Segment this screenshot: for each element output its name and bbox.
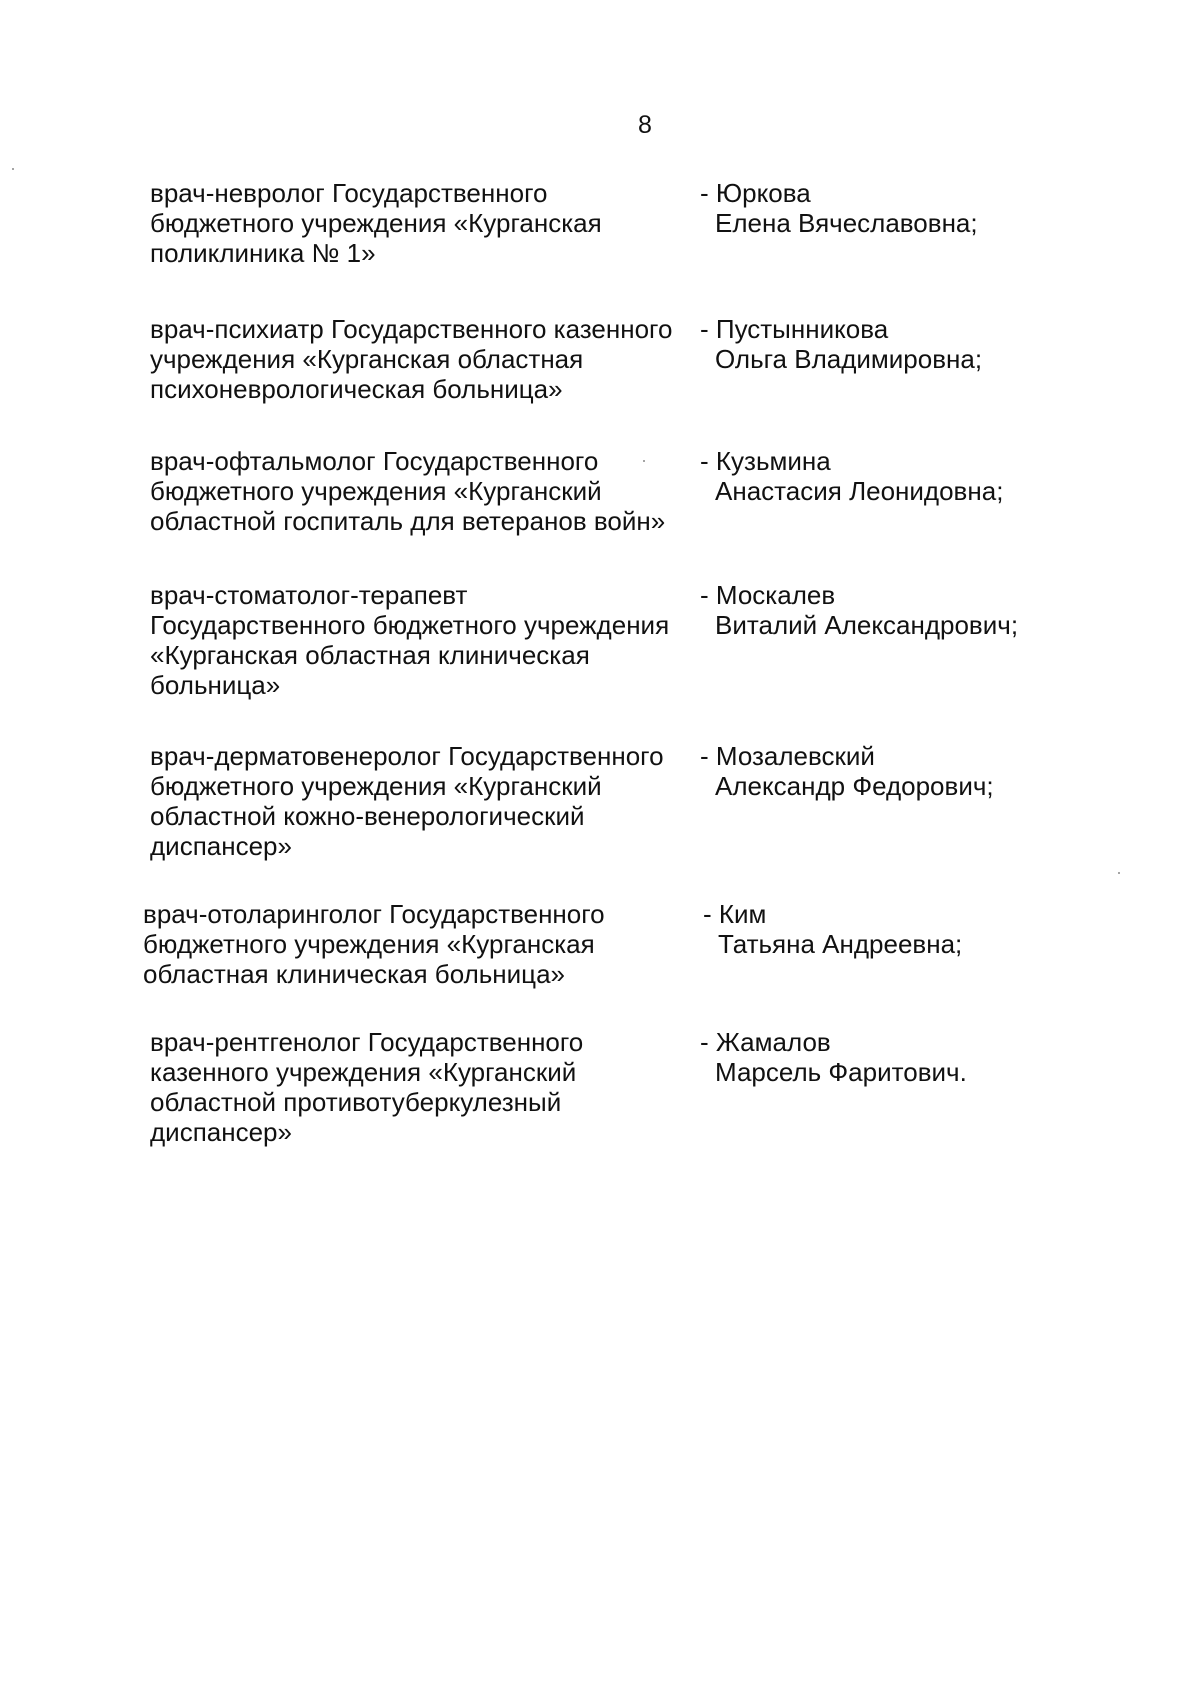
- given-names: Татьяна Андреевна;: [718, 929, 963, 959]
- position-line: бюджетного учреждения «Курганский: [150, 476, 602, 506]
- surname: - Кузьмина: [700, 446, 831, 476]
- position-line: казенного учреждения «Курганский: [150, 1057, 577, 1087]
- position-description: [143, 899, 693, 989]
- position-description: [150, 314, 700, 404]
- position-description: [150, 178, 700, 268]
- position-line: врач-дерматовенеролог Государственного: [150, 741, 664, 771]
- given-names: Виталий Александрович;: [715, 610, 1019, 640]
- surname: - Жамалов: [700, 1027, 831, 1057]
- surname: - Ким: [703, 899, 767, 929]
- position-line: врач-невролог Государственного: [150, 178, 548, 208]
- position-description: [150, 741, 700, 861]
- page-number: 8: [638, 111, 652, 139]
- person-name: [700, 741, 1060, 801]
- person-name: [703, 899, 1063, 959]
- person-name: [700, 446, 1060, 506]
- position-line: бюджетного учреждения «Курганский: [150, 771, 602, 801]
- given-names: Ольга Владимировна;: [715, 344, 983, 374]
- scan-speck: [643, 460, 645, 462]
- position-line: диспансер»: [150, 831, 292, 861]
- position-line: диспансер»: [150, 1117, 292, 1147]
- given-names: Елена Вячеславовна;: [715, 208, 978, 238]
- position-description: [150, 1027, 700, 1147]
- surname: - Мозалевский: [700, 741, 875, 771]
- scan-speck: [12, 168, 14, 170]
- position-description: [150, 446, 700, 536]
- position-line: врач-отоларинголог Государственного: [143, 899, 605, 929]
- surname: - Юркова: [700, 178, 811, 208]
- position-line: психоневрологическая больница»: [150, 374, 563, 404]
- person-name: [700, 314, 1060, 374]
- given-names: Анастасия Леонидовна;: [715, 476, 1004, 506]
- position-line: бюджетного учреждения «Курганская: [143, 929, 595, 959]
- position-line: областной кожно-венерологический: [150, 801, 585, 831]
- position-description: [150, 580, 700, 700]
- surname: - Пустынникова: [700, 314, 889, 344]
- person-name: [700, 178, 1060, 238]
- position-line: областной госпиталь для ветеранов войн»: [150, 506, 666, 536]
- position-line: врач-рентгенолог Государственного: [150, 1027, 584, 1057]
- scan-speck: [1118, 872, 1120, 874]
- position-line: врач-психиатр Государственного казенного: [150, 314, 673, 344]
- position-line: поликлиника № 1»: [150, 238, 376, 268]
- position-line: Государственного бюджетного учреждения: [150, 610, 670, 640]
- position-line: учреждения «Курганская областная: [150, 344, 584, 374]
- given-names: Марсель Фаритович.: [715, 1057, 967, 1087]
- position-line: «Курганская областная клиническая: [150, 640, 590, 670]
- position-line: врач-стоматолог-терапевт: [150, 580, 468, 610]
- given-names: Александр Федорович;: [715, 771, 994, 801]
- person-name: [700, 1027, 1060, 1087]
- position-line: больница»: [150, 670, 281, 700]
- position-line: бюджетного учреждения «Курганская: [150, 208, 602, 238]
- position-line: областной противотуберкулезный: [150, 1087, 562, 1117]
- position-line: областная клиническая больница»: [143, 959, 565, 989]
- surname: - Москалев: [700, 580, 836, 610]
- position-line: врач-офтальмолог Государственного: [150, 446, 599, 476]
- person-name: [700, 580, 1060, 640]
